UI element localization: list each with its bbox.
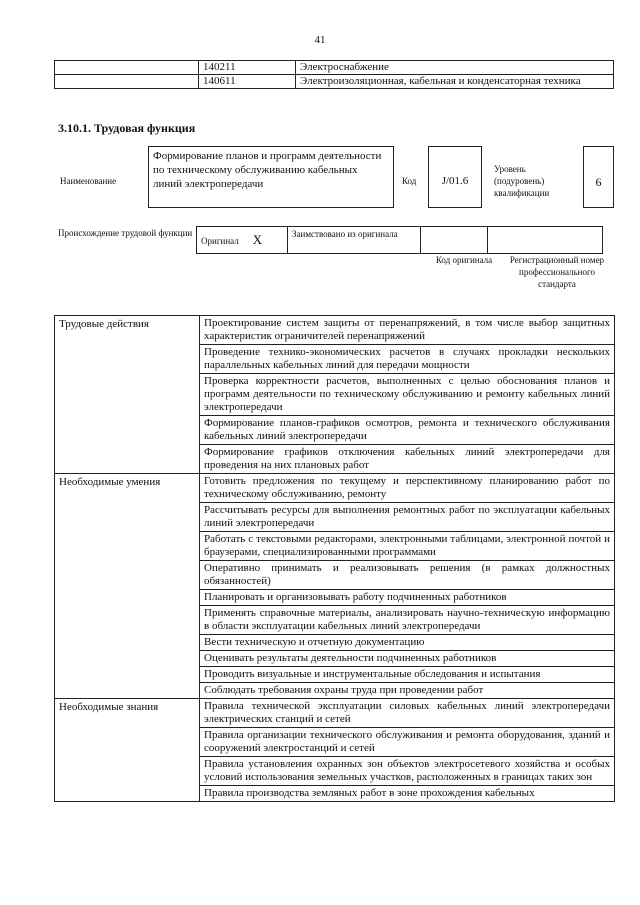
original-cell [197,227,288,254]
page-number: 41 [314,34,326,46]
borrowed-cell: Заимствовано из оригинала [288,227,421,254]
qualification-level: 6 [583,146,614,208]
section-item: Планировать и организовывать работу подчиненных работников [200,590,615,606]
section-item: Проводить визуальные и инструментальные обследования и испытания [200,667,615,683]
level-label-line: (подуровень) [494,176,545,186]
section-title-cell: Трудовые действия [55,316,200,474]
qualification-level-label [494,163,549,199]
code-cell: 140211 [199,61,296,75]
empty-cell [55,75,199,89]
section-item: Проведение технико-экономических расчетов в случаях прокладки нескольких параллельных кабельных линий для передачи мощности [200,345,615,374]
section-item: Проверка корректности расчетов, выполненных с целью обоснования планов и программ деятельности по техническому обслуживанию и ремонту кабельных линий электропередачи [200,374,615,416]
level-label-line: квалификации [494,188,550,198]
empty-cell [55,61,199,75]
section-item: Правила организации технического обслуживания и ремонта оборудования, зданий и сооружений электростанций и сетей [200,728,615,757]
function-name: Формирование планов и программ деятельности по техническому обслуживанию кабельных линий электропередачи [148,146,394,208]
reg-number-cell [488,227,603,254]
function-details-table [54,315,615,802]
section-item: Вести техническую и отчетную документацию [200,635,615,651]
specialty-name-cell: Электроизоляционная, кабельная и конденсаторная техника [296,75,614,89]
section-item: Формирование планов-графиков осмотров, ремонта и технического обслуживания кабельных линий электропередачи [200,416,615,445]
code-cell: 140611 [199,75,296,89]
section-item: Соблюдать требования охраны труда при проведении работ [200,683,615,699]
section-item: Проектирование систем защиты от перенапряжений, в том числе выбор защитных характеристик ограничителей перенапряжений [200,316,615,345]
table-row [55,474,615,503]
section-title-cell: Необходимые знания [55,699,200,802]
section-item: Формирование графиков отключения кабельных линий электропередачи для проведения на них плановых работ [200,445,615,474]
section-item: Готовить предложения по текущему и перспективному планированию работ по техническому обслуживанию, ремонту [200,474,615,503]
specialty-codes-table [54,60,614,89]
table-row [55,61,614,75]
section-item: Правила технической эксплуатации силовых кабельных линий электропередачи электрических станций и сетей [200,699,615,728]
section-title: 3.10.1. Трудовая функция [58,121,196,135]
reg-number-caption: Регистрационный номер профессионального стандарта [509,255,605,289]
name-label: Наименование [60,176,117,186]
section-item: Рассчитывать ресурсы для выполнения ремонтных работ по эксплуатации кабельных линий электропередачи [200,503,615,532]
original-code-cell [421,227,488,254]
original-label: Оригинал [201,236,239,246]
section-title-cell: Необходимые умения [55,474,200,699]
original-code-caption: Код оригинала [435,255,493,265]
section-item: Применять справочные материалы, анализировать научно-техническую информацию в области эксплуатации кабельных линий электропередачи [200,606,615,635]
code-label: Код [402,176,417,186]
level-label-line: Уровень [494,164,526,174]
table-row [55,75,614,89]
table-row [197,227,603,254]
specialty-name-cell: Электроснабжение [296,61,614,75]
origin-label: Происхождение трудовой функции [58,228,193,238]
function-code: J/01.6 [428,146,482,208]
table-row [55,699,615,728]
origin-table [196,226,603,254]
original-mark: X [252,232,263,247]
section-item: Работать с текстовыми редакторами, электронными таблицами, электронной почтой и браузерами, специализированными программами [200,532,615,561]
section-item: Оперативно принимать и реализовывать решения (в рамках должностных обязанностей) [200,561,615,590]
section-item: Правила производства земляных работ в зоне прохождения кабельных [200,786,615,802]
section-item: Оценивать результаты деятельности подчиненных работников [200,651,615,667]
section-item: Правила установления охранных зон объектов электросетевого хозяйства и особых условий использования земельных участков, расположенных в границах таких зон [200,757,615,786]
table-row [55,316,615,345]
